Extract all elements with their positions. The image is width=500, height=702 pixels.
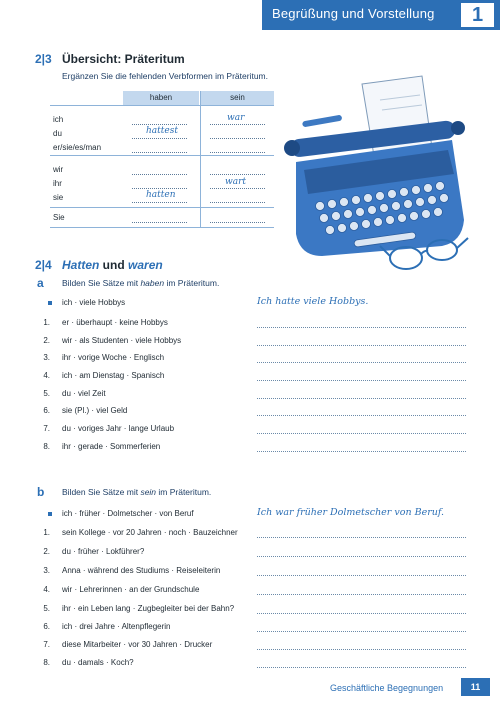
blank-haben-wir[interactable] [132, 173, 187, 175]
col-header-sein: sein [201, 91, 274, 105]
item-prompt: du · früher · Lokführer? [62, 547, 145, 556]
blank-haben-Sie[interactable] [132, 221, 187, 223]
instruction-2-3: Ergänzen Sie die fehlenden Verbformen im Präteritum. [62, 71, 269, 81]
pronoun-ich: ich [53, 115, 64, 124]
answer-line[interactable] [257, 593, 466, 595]
answer-line[interactable] [257, 666, 466, 668]
answer-line[interactable] [257, 432, 466, 434]
item-number: 7. [43, 640, 50, 649]
answer-line[interactable] [257, 536, 466, 538]
pronoun-wir: wir [53, 165, 64, 174]
section-title-2-3: Übersicht: Präteritum [62, 52, 185, 66]
item-number: 4. [43, 585, 50, 594]
item-number: 8. [43, 658, 50, 667]
item-prompt: sie (Pl.) · viel Geld [62, 406, 128, 415]
table-divider [50, 207, 274, 208]
part-b-letter: b [37, 485, 45, 499]
section-number-2-3: 2|3 [35, 52, 52, 66]
table-divider [50, 155, 274, 156]
item-number: 7. [43, 424, 50, 433]
blank-haben-ihr[interactable] [132, 187, 187, 189]
item-number: 3. [43, 353, 50, 362]
part-a-instruction: Bilden Sie Sätze mit haben im Präteritum. [62, 278, 220, 288]
blank-sein-wir[interactable] [210, 173, 265, 175]
example-answer-b: Ich war früher Dolmetscher von Beruf. [257, 507, 445, 518]
item-prompt: er · überhaupt · keine Hobbys [62, 318, 168, 327]
item-number: 3. [43, 566, 50, 575]
item-prompt: Anna · während des Studiums · Reiseleiterin [62, 566, 221, 575]
blank-haben-er[interactable] [132, 151, 187, 153]
answer-line[interactable] [257, 397, 466, 399]
footer-book-title: Geschäftliche Begegnungen [330, 683, 444, 693]
blank-sein-ich[interactable] [210, 123, 265, 125]
item-prompt: sein Kollege · vor 20 Jahren · noch · Bauzeichner [62, 528, 238, 537]
pronoun-Sie: Sie [53, 213, 65, 222]
blank-sein-ihr[interactable] [210, 187, 265, 189]
section-number-2-4: 2|4 [35, 258, 52, 272]
blank-sein-Sie[interactable] [210, 221, 265, 223]
item-prompt: diese Mitarbeiter · vor 30 Jahren · Drucker [62, 640, 213, 649]
example-bullet [48, 512, 52, 516]
answer-line[interactable] [257, 612, 466, 614]
blank-haben-ich[interactable] [132, 123, 187, 125]
answer-line[interactable] [257, 344, 466, 346]
item-prompt: ich · drei Jahre · Altenpflegerin [62, 622, 171, 631]
item-number: 6. [43, 622, 50, 631]
item-prompt: wir · als Studenten · viele Hobbys [62, 336, 182, 345]
item-prompt: ich · am Dienstag · Spanisch [62, 371, 165, 380]
pronoun-du: du [53, 129, 62, 138]
answer-line[interactable] [257, 361, 466, 363]
part-b-instruction: Bilden Sie Sätze mit sein im Präteritum. [62, 487, 212, 497]
chapter-number: 1 [461, 3, 494, 27]
item-number: 1. [43, 318, 50, 327]
praeteritum-table [50, 91, 274, 229]
handwritten-hatten: hatten [146, 190, 176, 200]
item-prompt: du · voriges Jahr · lange Urlaub [62, 424, 175, 433]
item-number: 6. [43, 406, 50, 415]
item-prompt: wir · Lehrerinnen · an der Grundschule [62, 585, 200, 594]
handwritten-hattest: hattest [146, 126, 178, 136]
answer-line[interactable] [257, 450, 466, 452]
col-header-haben: haben [123, 91, 199, 105]
answer-line[interactable] [257, 648, 466, 650]
answer-line[interactable] [257, 630, 466, 632]
item-number: 4. [43, 371, 50, 380]
chapter-title: Begrüßung und Vorstellung [272, 6, 435, 21]
example-bullet [48, 301, 52, 305]
part-a-letter: a [37, 276, 44, 290]
table-divider [50, 105, 274, 106]
item-number: 8. [43, 442, 50, 451]
answer-line[interactable] [257, 574, 466, 576]
handwritten-war: war [227, 113, 245, 123]
item-number: 5. [43, 389, 50, 398]
answer-line[interactable] [257, 414, 466, 416]
item-prompt: ihr · gerade · Sommerferien [62, 442, 161, 451]
example-answer-a: Ich hatte viele Hobbys. [257, 296, 369, 307]
pronoun-ihr: ihr [53, 179, 62, 188]
item-prompt: ihr · ein Leben lang · Zugbegleiter bei der Bahn? [62, 604, 235, 613]
answer-line[interactable] [257, 379, 466, 381]
item-prompt: du · viel Zeit [62, 389, 106, 398]
item-number: 2. [43, 336, 50, 345]
table-divider [200, 91, 201, 228]
pronoun-er-sie-es-man: er/sie/es/man [53, 143, 102, 152]
blank-sein-er[interactable] [210, 151, 265, 153]
item-prompt: ihr · vorige Woche · Englisch [62, 353, 165, 362]
blank-haben-du[interactable] [132, 137, 187, 139]
item-number: 1. [43, 528, 50, 537]
section-title-2-4: Hatten und waren [62, 258, 163, 272]
example-prompt-b: ich · früher · Dolmetscher · von Beruf [62, 509, 194, 518]
item-number: 5. [43, 604, 50, 613]
item-prompt: du · damals · Koch? [62, 658, 134, 667]
blank-haben-sie[interactable] [132, 201, 187, 203]
typewriter-illustration [282, 70, 472, 275]
handwritten-wart: wart [225, 177, 246, 187]
page-number: 11 [461, 678, 490, 696]
example-prompt-a: ich · viele Hobbys [62, 298, 126, 307]
item-number: 2. [43, 547, 50, 556]
answer-line[interactable] [257, 326, 466, 328]
pronoun-sie: sie [53, 193, 64, 202]
blank-sein-du[interactable] [210, 137, 265, 139]
blank-sein-sie[interactable] [210, 201, 265, 203]
answer-line[interactable] [257, 555, 466, 557]
table-divider [50, 227, 274, 228]
